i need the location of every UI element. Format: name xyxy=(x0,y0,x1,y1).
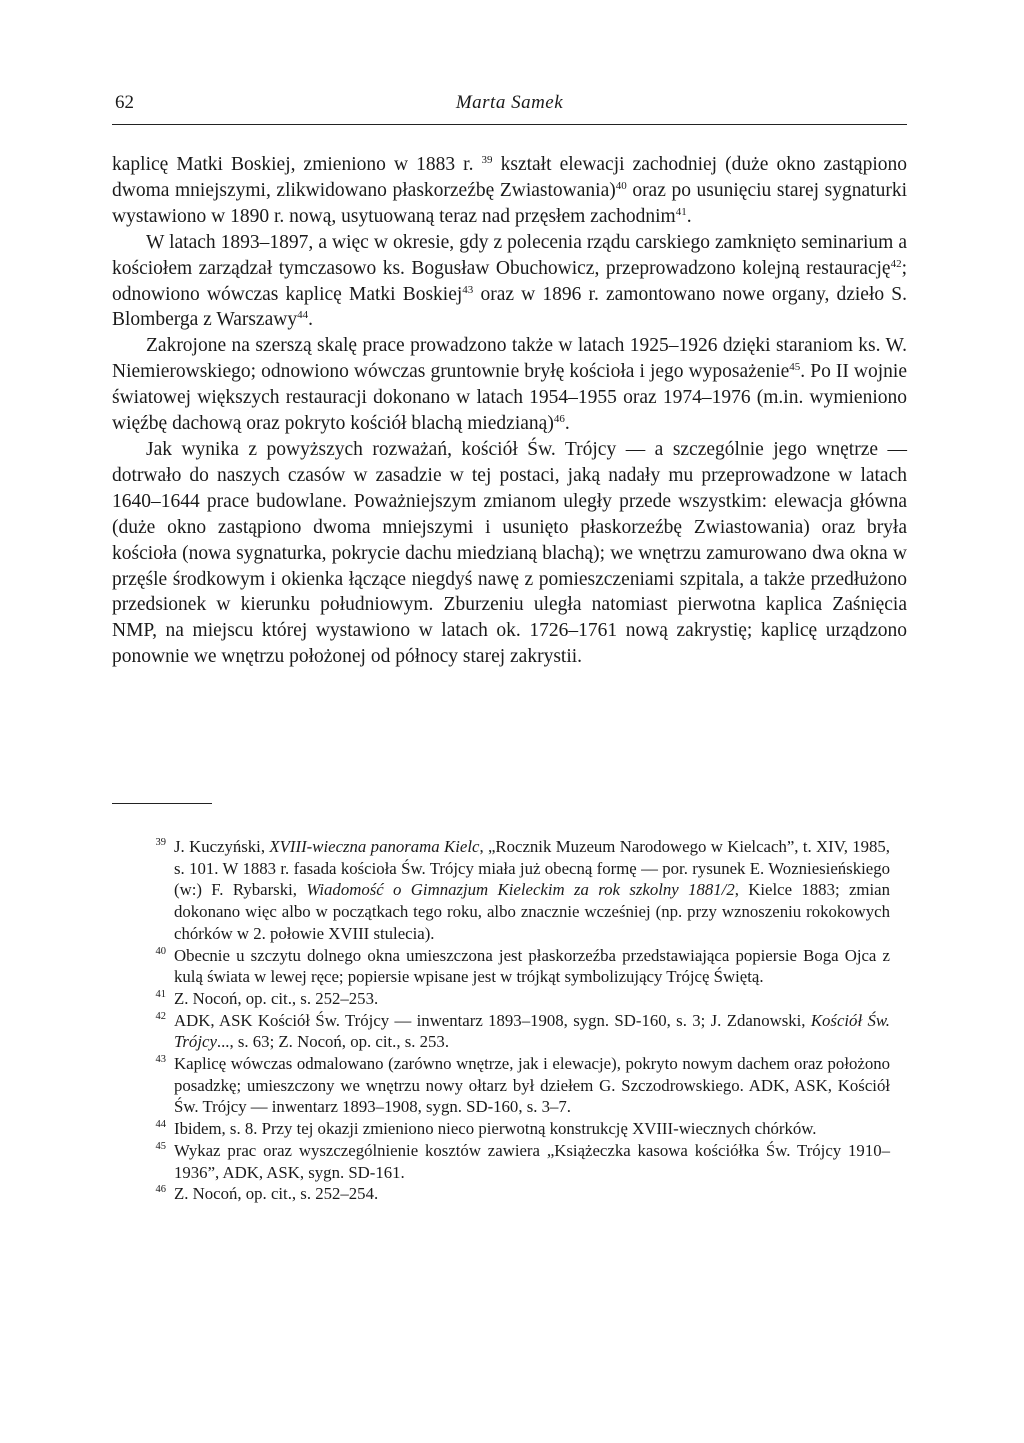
footnote xyxy=(155,1010,890,1053)
italic-title: Kościół Św. Trójcy xyxy=(174,1010,890,1052)
body-paragraph xyxy=(112,152,907,230)
footnote-ref: 45 xyxy=(789,361,801,374)
text-run: Kaplicę wówczas odmalowano (zarówno wnętrze, jak i elewacje), pokryto nowym dachem oraz położono posadzkę; umieszczony we wnętrzu nowy ołtarz był dziełem G. Szczodrowskiego. ADK, ASK, Kościół Św. Trójcy — inwentarz 1893–1908, sygn. SD-160, s. 3–7. xyxy=(174,1054,890,1117)
body-paragraph xyxy=(112,333,907,437)
footnote-ref: 41 xyxy=(675,205,687,218)
running-title: Marta Samek xyxy=(455,92,564,113)
footnote-ref: 44 xyxy=(297,309,309,322)
text-run: kaplicę Matki Boskiej, zmieniono w 1883 r. xyxy=(112,154,482,175)
footnote xyxy=(155,1183,890,1205)
footnote-separator xyxy=(112,803,212,804)
text-run: , Kielce 1883; zmian dokonano więc albo w początkach tego roku, albo znacznie wcześniej (np. przy wznoszeniu rokokowych chórków w 2. połowie XVIII stulecia). xyxy=(174,880,890,943)
text-run: Z. Nocoń, op. cit., s. 252–254. xyxy=(174,1184,379,1204)
footnote xyxy=(155,945,890,988)
text-run: . Po II wojnie światowej większych restauracji dokonano w latach 1954–1955 oraz 1974–1976 (m.in. wymieniono więźbę dachową oraz pokryto kościół blachą miedzianą) xyxy=(112,361,907,435)
footnote-ref: 40 xyxy=(615,179,627,192)
text-run: . xyxy=(686,205,692,227)
text-run: Obecnie u szczytu dolnego okna umieszczona jest płaskorzeźba przedstawiająca popiersie Boga Ojca z kulą świata w lewej ręce; popiersie wpisane jest w trójkąt symbolizujący Trójcę Świętą. xyxy=(174,945,890,987)
footnote xyxy=(155,1053,890,1118)
footnote-number: 46 xyxy=(155,1184,166,1196)
page-number: 62 xyxy=(115,92,134,113)
text-run: . xyxy=(308,309,313,331)
text-run: Wykaz prac oraz wyszczególnienie kosztów zawiera „Książeczka kasowa kościółka Św. Trójcy 1910–1936”, ADK, ASK, sygn. SD-161. xyxy=(174,1140,890,1182)
footnote-number: 43 xyxy=(155,1054,166,1066)
italic-title: XVIII-wieczna panorama Kielc xyxy=(269,837,480,856)
body-paragraph xyxy=(112,230,907,334)
footnote-number: 42 xyxy=(155,1010,166,1022)
main-text xyxy=(112,152,907,670)
text-run: Zakrojone na szerszą skalę prace prowadzono także w latach 1925–1926 dzięki staraniom ks. W. Niemierowskiego; odnowiono wówczas gruntownie bryłę kościoła i jego wyposażenie xyxy=(112,335,907,383)
footnote-number: 44 xyxy=(155,1119,166,1131)
footnote-ref: 39 xyxy=(481,154,493,166)
text-run: Ibidem, s. 8. Przy tej okazji zmieniono nieco pierwotną konstrukcję XVIII-wiecznych chórków. xyxy=(174,1119,817,1139)
footnote xyxy=(155,988,890,1010)
text-run: kształt elewacji zachodniej (duże okno zastąpiono dwoma mniejszymi, zlikwidowano płaskorzeźbę Zwiastowania) xyxy=(112,154,907,201)
text-run: W latach 1893–1897, a więc w okresie, gdy z polecenia rządu carskiego zamknięto seminarium a kościołem zarządzał tymczasowo ks. Bogusław Obuchowicz, przeprowadzono kolejną restaurację xyxy=(112,231,907,279)
footnote xyxy=(155,836,890,945)
footnote-number: 40 xyxy=(155,945,166,957)
text-run: . xyxy=(564,413,570,435)
text-run: Z. Nocoń, op. cit., s. 252–253. xyxy=(174,988,379,1008)
footnote xyxy=(155,1118,890,1140)
running-header xyxy=(112,88,907,125)
text-run: oraz po usunięciu starej sygnaturki wystawiono w 1890 r. nową, usytuowaną teraz nad przęsłem zachodnim xyxy=(112,179,907,227)
footnote-ref: 46 xyxy=(553,413,565,426)
footnote-number: 41 xyxy=(155,988,166,1000)
body-paragraph xyxy=(112,437,907,670)
text-run: ; odnowiono wówczas kaplicę Matki Boskiej xyxy=(112,257,907,305)
footnote-number: 39 xyxy=(155,837,166,848)
footnote-ref: 43 xyxy=(462,283,474,296)
text-run: , „Rocznik Muzeum Narodowego w Kielcach”, t. XIV, 1985, s. 101. W 1883 r. fasada kościoła Św. Trójcy miała już obecną formę — por. rysunek E. Wozniesieńskiego (w:) F. Rybarski, xyxy=(174,837,890,900)
italic-title: Wiadomość o Gimnazjum Kieleckim za rok szkolny 1881/2 xyxy=(306,880,735,900)
footnote-ref: 42 xyxy=(890,257,902,270)
text-run: Jak wynika z powyższych rozważań, kościół Św. Trójcy — a szczególnie jego wnętrze — dotrwało do naszych czasów w zasadzie w tej postaci, jaką nadały mu przeprowadzone w latach 1640–1644 prace budowlane. Poważniejszym zmianom uległy przede wszystkim: elewacja główna (duże okno zastąpiono dwoma mniejszymi i usunięto płaskorzeźbę Zwiastowania) oraz bryła kościoła (nowa sygnaturka, pokrycie dachu miedzianą blachą); we wnętrzu zamurowano dwa okna w przęśle środkowym i okienka łączące niegdyś nawę z pomieszczeniami szpitala, a także przedłużono przedsionek w kierunku południowym. Zburzeniu uległa natomiast pierwotna kaplica Zaśnięcia NMP, na miejscu której wystawiono w latach ok. 1726–1761 nową zakrystię; kaplicę urządzono ponownie we wnętrzu położonej od północy starej zakrystii. xyxy=(112,438,907,668)
footnote xyxy=(155,1140,890,1183)
footnote-number: 45 xyxy=(155,1140,166,1152)
text-run: ..., s. 63; Z. Nocoń, op. cit., s. 253. xyxy=(216,1032,450,1052)
footnotes xyxy=(155,836,890,1205)
text-run: J. Kuczyński, xyxy=(174,837,270,856)
text-run: oraz w 1896 r. zamontowano nowe organy, dzieło S. Blomberga z Warszawy xyxy=(112,283,907,331)
text-run: ADK, ASK Kościół Św. Trójcy — inwentarz 1893–1908, sygn. SD-160, s. 3; J. Zdanowski, xyxy=(174,1010,811,1030)
